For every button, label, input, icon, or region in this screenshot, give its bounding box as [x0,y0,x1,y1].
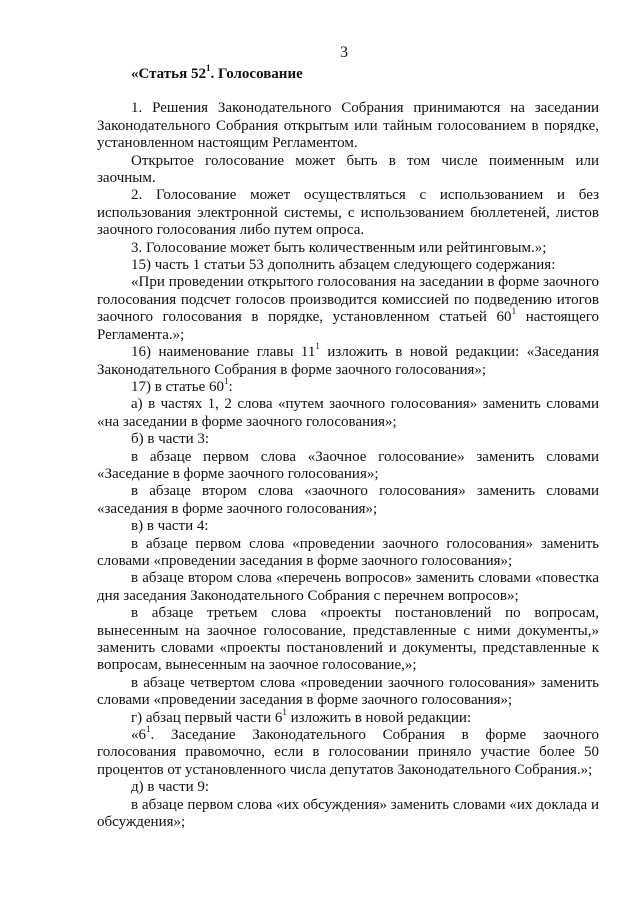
heading-text: «Статья 52 [131,66,206,82]
paragraph-text: в абзаце втором слова «перечень вопросов» заменить словами «повестка дня заседания Законодательного Собрания с перечнем вопросов»; [97,570,599,604]
paragraph-text: б) в части 3: [131,431,210,448]
paragraph-text: Открытое голосование может быть в том числе поименным или заочным. [97,152,599,187]
paragraph [97,396,599,431]
superscript: 1 [511,306,517,317]
paragraph [97,153,599,188]
superscript: 1 [282,706,287,717]
paragraph [97,431,599,448]
paragraph-text: в абзаце четвертом слова «проведении заочного голосования» заменить словами «проведении заседания в форме заочного голосования»; [97,674,599,709]
paragraph-text: а) в частях 1, 2 слова «путем заочного голосования» заменить словами «на заседании в форме заочного голосования»; [97,396,599,430]
paragraph [97,605,599,675]
article-heading [131,63,599,83]
paragraph-text: изложить в новой редакции: [286,709,472,726]
paragraph [97,779,599,796]
paragraph-text: д) в части 9: [131,779,210,796]
paragraph [97,240,599,257]
paragraph-text: в абзаце первом слова «их обсуждения» заменить словами «их доклада и обсуждения»; [97,796,599,831]
paragraph-text: 15) часть 1 статьи 53 дополнить абзацем следующего содержания: [131,257,556,274]
paragraph-text: 2. Голосование может осуществляться с использованием и без использования электронной системы, с использованием бюллетеней, листов заочного голосования либо путем опроса. [97,187,599,239]
paragraph-list [97,100,599,831]
paragraph [97,187,599,239]
paragraph-text: 16) наименование главы 11 [131,344,316,361]
paragraph [97,100,599,152]
superscript: 1 [146,724,151,735]
paragraph [97,536,599,571]
paragraph [97,518,599,535]
paragraph-text: в абзаце первом слова «проведении заочного голосования» заменить словами «проведении заседания в форме заочного голосования»; [97,535,599,569]
paragraph-text: г) абзац первый части 6 [131,709,283,726]
heading-superscript: 1 [205,63,211,73]
paragraph [97,483,599,518]
paragraph-text: . Заседание Законодательного Собрания в форме заочного голосования правомочно, если в голосовании приняло участие более 50 процентов от установленного числа депутатов Законодательного Собрания.»; [97,727,599,778]
paragraph-text: «6 [131,727,146,744]
paragraph-text: : [228,378,233,395]
page-number: 3 [340,44,348,61]
paragraph [97,724,599,779]
superscript: 1 [315,341,320,352]
paragraph [97,570,599,605]
paragraph [97,706,599,727]
heading-title: . Голосование [210,66,303,82]
paragraph-text: настоящего Регламента.»; [97,309,600,343]
paragraph [97,257,599,274]
paragraph [97,675,599,710]
paragraph-text: в абзаце первом слова «Заочное голосование» заменить словами «Заседание в форме заочного голосования»; [97,448,599,482]
paragraph-text: «При проведении открытого голосования на заседании в форме заочного голосования подсчет голосов производится комиссией по подведению итогов заочного голосования в порядке, установленном статьей 60 [97,274,599,326]
paragraph [97,449,599,484]
paragraph-text: 17) в статье 60 [131,378,225,395]
paragraph [97,375,599,396]
paragraph [97,797,599,832]
paragraph-text: изложить в новой редакции: «Заседания Законодательного Собрания в форме заочного голосования»; [97,344,599,378]
paragraph-text: в абзаце втором слова «заочного голосования» заменить словами «заседания в форме заочного голосования»; [97,483,599,517]
paragraph-text: 3. Голосование может быть количественным или рейтинговым.»; [131,239,547,256]
paragraph-text: в) в части 4: [131,518,209,535]
superscript: 1 [224,375,229,386]
document-body [97,63,600,831]
paragraph-text: в абзаце третьем слова «проекты постановлений по вопросам, вынесенным на заочное голосование, представленные с ними документы,» заменить словами «проекты постановлений и документы, представленные к вопросам, вынесенным на заочное голосование,»; [97,605,599,674]
paragraph-text: 1. Решения Законодательного Собрания принимаются на заседании Законодательного Собрания открытым или тайным голосованием в порядке, установленном настоящим Регламентом. [97,100,599,152]
paragraph [97,341,599,379]
paragraph [97,274,599,344]
